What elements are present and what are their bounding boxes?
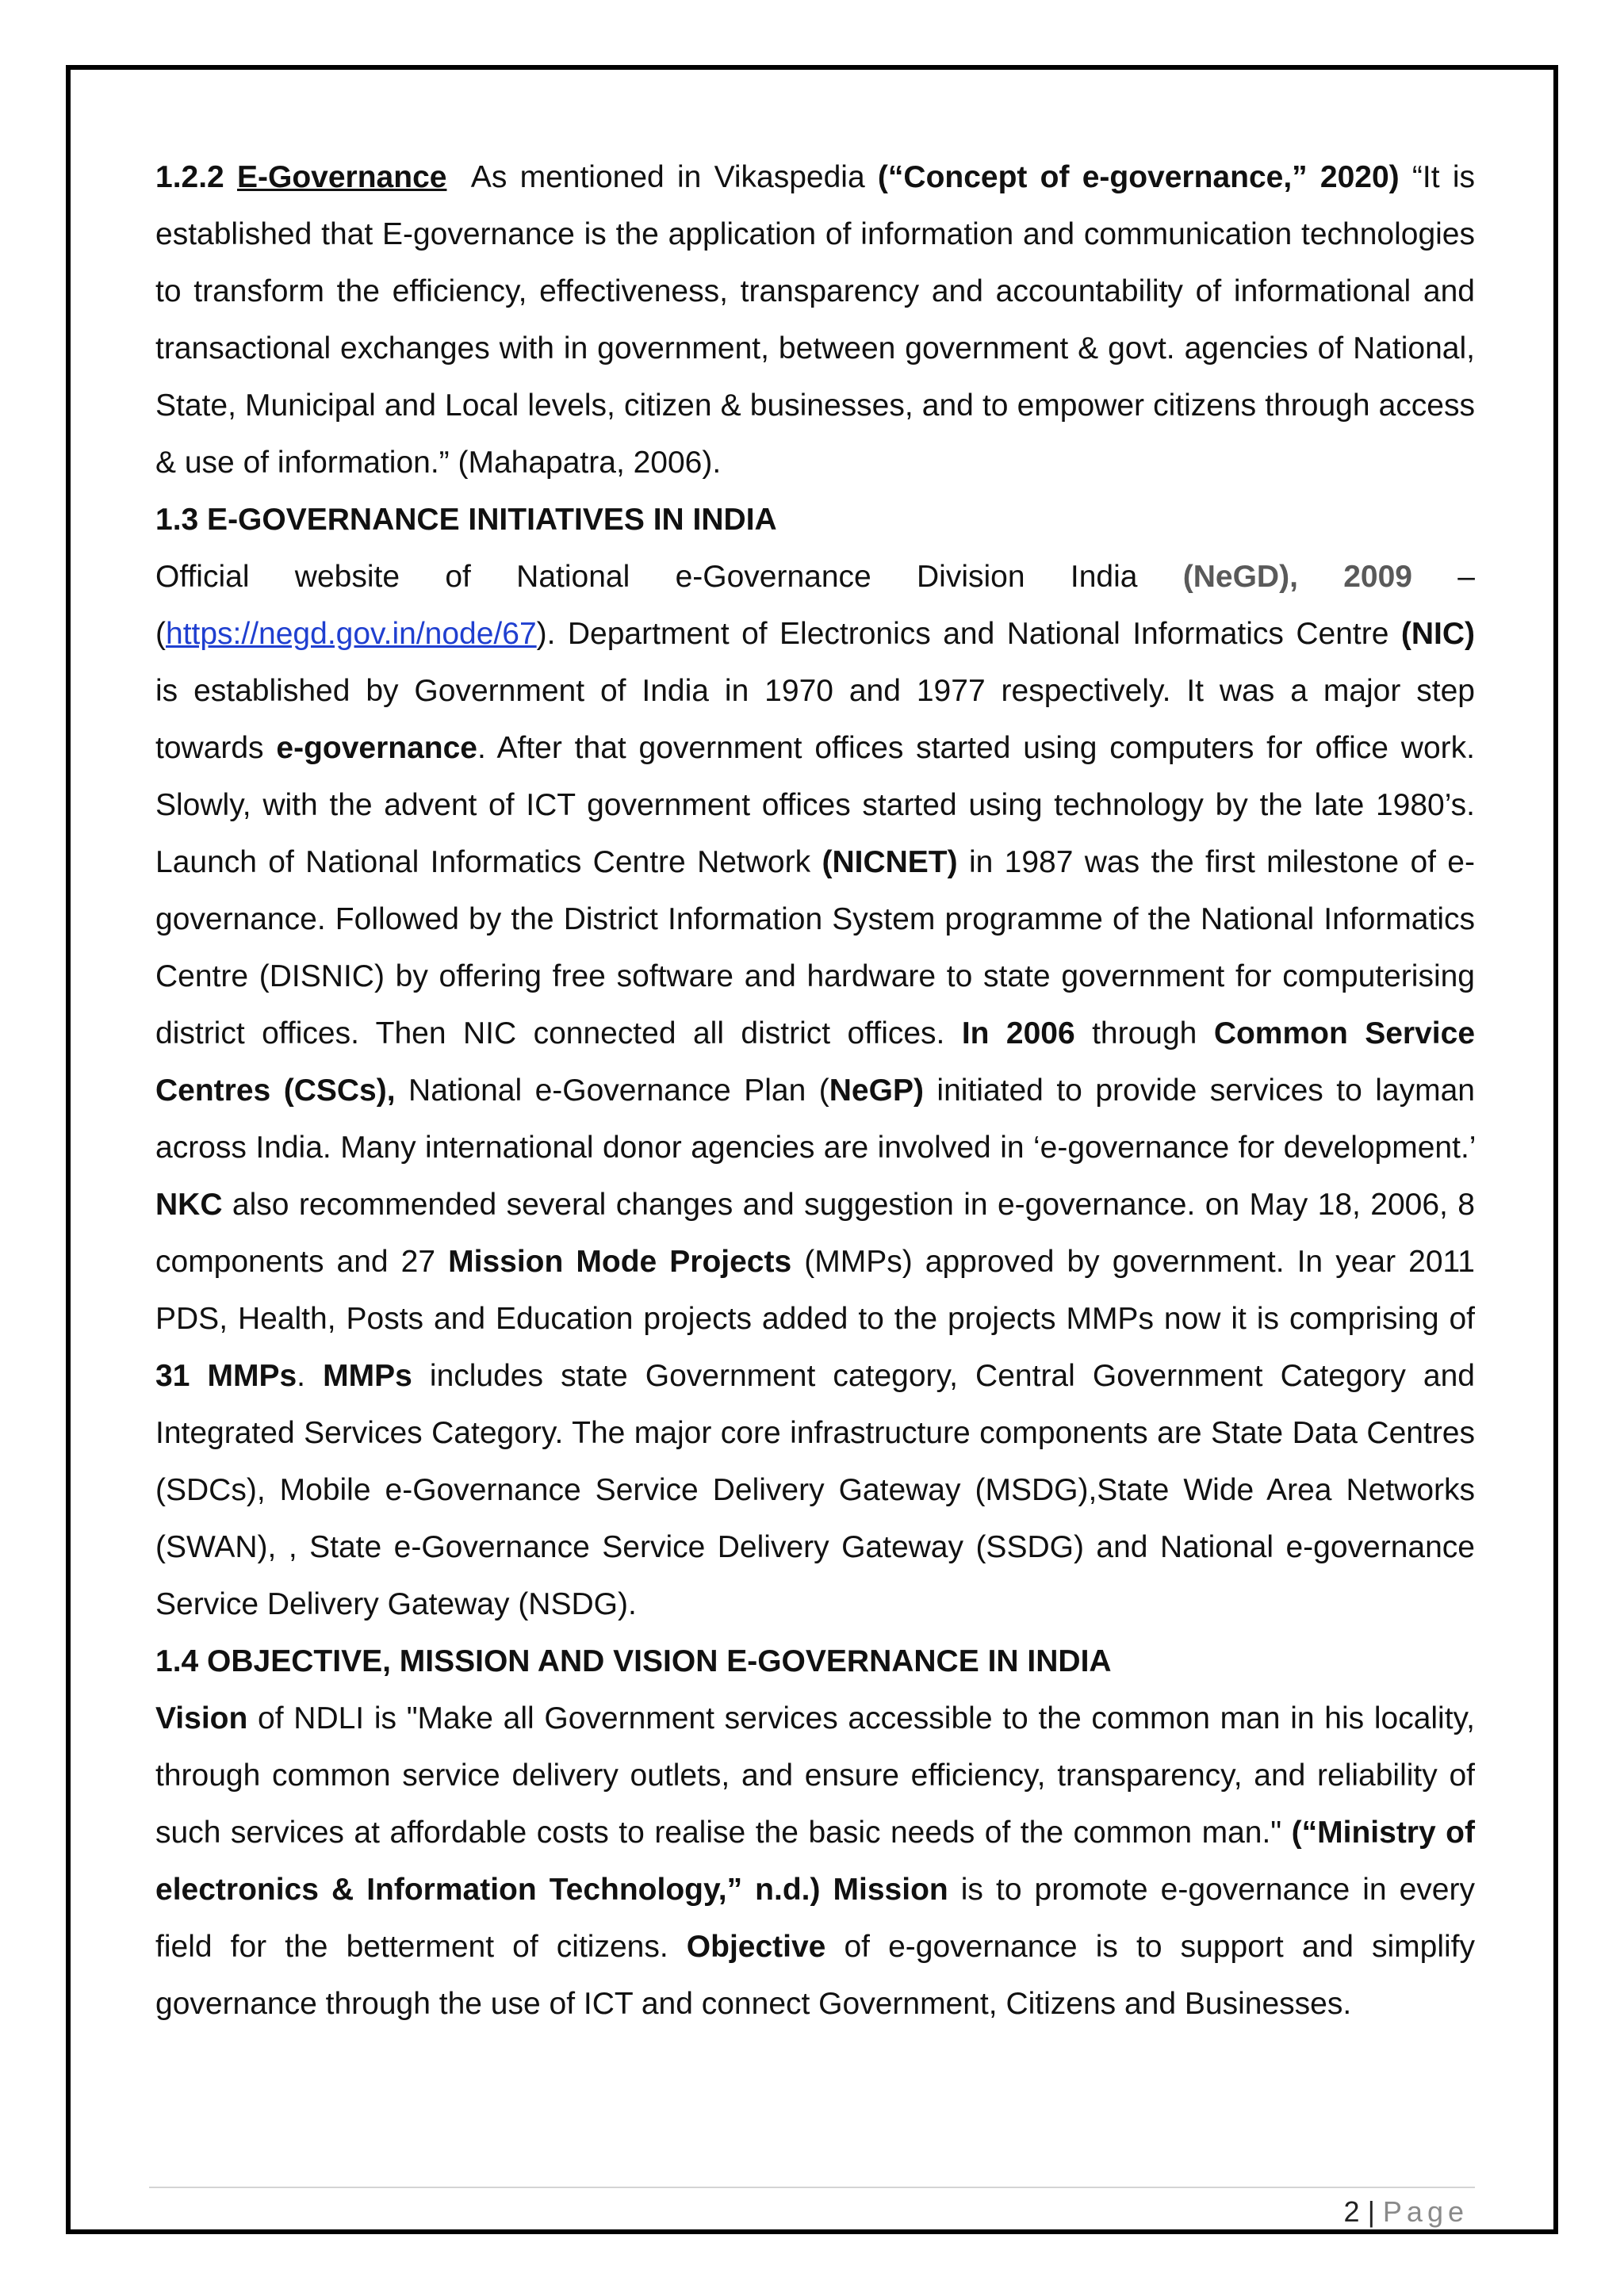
bold-term: Vision (155, 1701, 248, 1735)
text-segment: of e-governance is to support and simplify governance through the use of ICT and connect Government, Citizens and Businesses. (155, 1930, 1476, 2021)
citation: (“Concept of e-governance,” 2020) (877, 160, 1400, 194)
text-segment (820, 1873, 833, 1907)
text-segment: includes state Government category, Central Government Category and Integrated Services Category. The major core infrastructure components are State Data Centres (SDCs), Mobile e-Governance Service Delivery Gateway (MSDG),State Wide Area Networks (SWAN), , State e-Governance Service Delivery Gateway (SSDG) and National e-governance Service Delivery Gateway (NSDG). (155, 1359, 1475, 1621)
bold-term: Common Service Centres (CSCs), (155, 1016, 1476, 1108)
bold-term: Mission (833, 1873, 948, 1907)
negd-link[interactable]: https://negd.gov.in/node/67 (166, 617, 537, 651)
bold-term: Mission Mode Projects (448, 1245, 792, 1279)
text-segment: in 1987 was the first milestone of e-governance. Followed by the District Information System programme of the National Informatics Centre (DISNIC) by offering free software and hardware to state government for computerising district offices. Then NIC connected all district offices. (155, 845, 1475, 1050)
text-segment: . After that government offices started using computers for office work. Slowly, with the advent of ICT government offices started using technology by the late 1980’s. Launch of National Informatics Centre Network (155, 731, 1475, 879)
section-1-4-heading: 1.4 OBJECTIVE, MISSION AND VISION E-GOVERNANCE IN INDIA (155, 1644, 1112, 1678)
bold-term: 31 MMPs (155, 1359, 297, 1393)
text-segment: is to promote e-governance in every field for the betterment of citizens. (155, 1873, 1475, 1964)
text-segment: (MMPs) approved by government. In year 2011 PDS, Health, Posts and Education projects added to the projects MMPs now it is comprising of (155, 1245, 1475, 1336)
text-segment: initiated to provide services to layman across India. Many international donor agencies are involved in ‘e-governance for development.’ (155, 1073, 1475, 1165)
text-segment: ). Department of Electronics and National Informatics Centre (536, 617, 1401, 651)
text-segment: Official website of National e-Governance Division India (155, 560, 1183, 594)
bold-term: In 2006 (961, 1016, 1075, 1050)
text-segment: . (297, 1359, 324, 1393)
bold-term: Objective (686, 1930, 826, 1964)
footer-separator: | (1359, 2195, 1383, 2228)
footer-divider (149, 2187, 1475, 2188)
text-segment: through (1074, 1016, 1214, 1050)
negd-citation: (NeGD), 2009 (1182, 560, 1412, 594)
text-segment: of NDLI is "Make all Government services accessible to the common man in his locality, through common service delivery outlets, and ensure efficiency, transparency, and reliability of such services at affordable costs to realise the basic needs of the common man." (155, 1701, 1475, 1850)
section-number: 1.2.2 (155, 160, 224, 194)
bold-term: NeGP) (829, 1073, 924, 1108)
page-label: Page (1382, 2195, 1469, 2228)
text-segment: National e-Governance Plan ( (395, 1073, 829, 1108)
citation: (“Ministry of electronics & Information Technology,” n.d.) (155, 1816, 1475, 1907)
page-footer (1344, 2195, 1469, 2229)
bold-term: (NICNET) (822, 845, 958, 879)
bold-term: MMPs (323, 1359, 412, 1393)
text-segment: “It is established that E-governance is the application of information and communication technologies to transform the efficiency, effectiveness, transparency and accountability of informational and transactional exchanges with in government, between government & govt. agencies of National, State, Municipal and Local levels, citizen & businesses, and to empower citizens through access & use of information.” (Mahapatra, 2006). (155, 160, 1476, 480)
section-1-2-2-paragraph (155, 149, 1475, 492)
section-1-3-heading: 1.3 E-GOVERNANCE INITIATIVES IN INDIA (155, 503, 777, 537)
text-segment: As mentioned in Vikaspedia (446, 160, 878, 194)
text-segment: is established by Government of India in 1970 and 1977 respectively. It was a major step towards (155, 674, 1475, 765)
page-number: 2 (1343, 2195, 1360, 2228)
text-segment: – ( (155, 560, 1475, 651)
bold-term: (NIC) (1400, 617, 1475, 651)
bold-term: NKC (155, 1188, 223, 1222)
bold-term: e-governance (276, 731, 477, 765)
text-segment: also recommended several changes and suggestion in e-governance. on May 18, 2006, 8 components and 27 (155, 1188, 1475, 1279)
section-1-4-paragraph (155, 1690, 1475, 2033)
document-body (155, 149, 1475, 2033)
section-1-3-paragraph (155, 549, 1475, 1633)
section-title: E-Governance (237, 160, 447, 194)
